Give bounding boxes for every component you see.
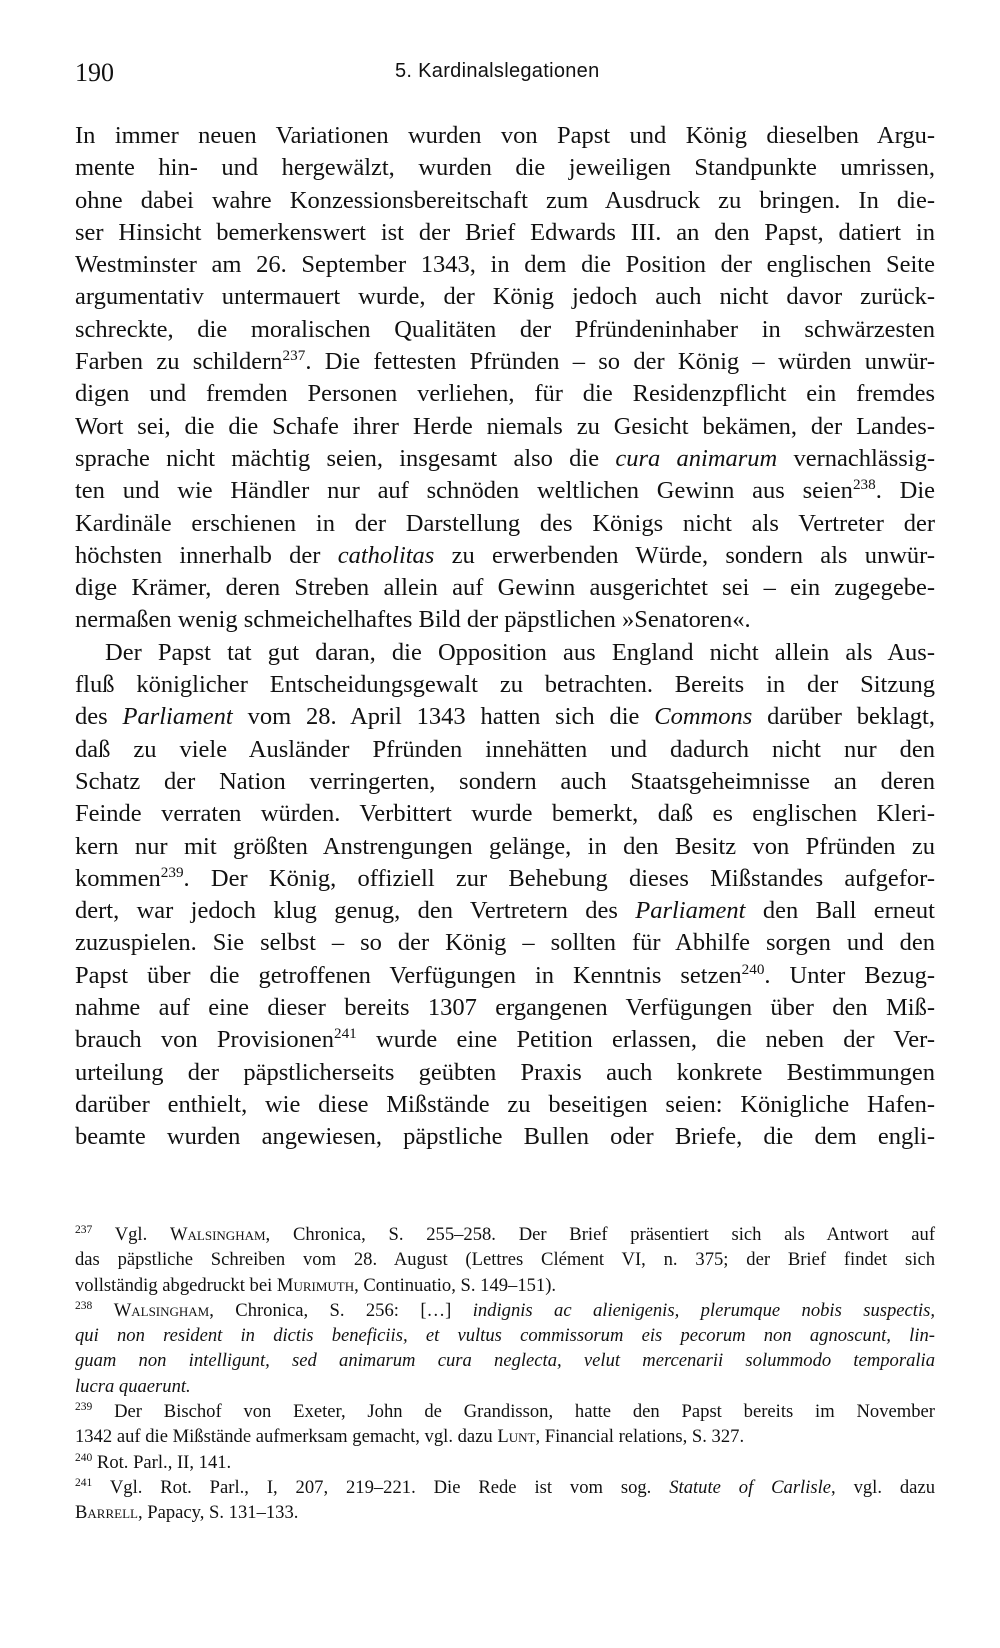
footnote-237: $^{237}$ Vgl. Walsingham, Chronica, S. 255–258. Der Brief präsentiert sich als Antwort auf das päpstliche Schreiben vom 28. August (Lettres Clément VI, n. 375; der Brief findet sich vollständig abgedruckt bei Murimuth, Continuatio, S. 149–151).	[75, 1224, 936, 1296]
main-text	[75, 120, 935, 1154]
footnote-ref-238: 238	[852, 476, 876, 494]
footnote-ref-237: 237	[282, 346, 306, 364]
footnote-239: $^{239}$ Der Bischof von Exeter, John de Grandisson, hatte den Papst bereits im November 1342 auf die Mißstände aufmerksam gemacht, vgl. dazu Lunt, Financial relations, S. 327.	[75, 1401, 935, 1448]
footnotes	[75, 1222, 935, 1526]
page-number: 190	[75, 58, 114, 87]
paragraph-1: In immer neuen Variationen wurden von Papst und König dieselben Argu- mente hin- und hergewälzt, wurden die jeweiligen Standpunkte umrissen, ohne dabei wahre Konzessionsbereitschaft zum Ausdruck zu bringen. In die- ser Hinsicht bemerkenswert ist der Brief Edwards III. an den Papst, datiert in Westminster am 26. September 1343, in dem die Position der englischen Seite argumentativ untermauert wurde, der König jedoch auch nicht davor zurück- schreckte, die moralischen Qualitäten der Pfründeninhaber in schwärzesten Farben zu schildern$^{237}$. Die fettesten Pfründen – so der König – würden unwür- digen und fremden Personen verliehen, für die Residenzpflicht ein fremdes Wort sei, die die Schafe ihrer Herde niemals zu Gesicht bekämen, der Landes- sprache nicht mächtig seien, insgesamt also die cura animarum vernachlässig- ten und wie Händler nur auf schnöden weltlichen Gewinn aus seien$^{238}$. Die Kardinäle erschienen in der Darstellung des Königs nicht als Vertreter der höchsten innerhalb der catholitas zu erwerbenden Würde, sondern als unwür- dige Krämer, deren Streben allein auf Gewinn ausgerichtet sei – ein zugegebe- nermaßen wenig schmeichelhaftes Bild der päpstlichen »Senatoren«.	[75, 122, 936, 634]
footnote-241: $^{241}$ Vgl. Rot. Parl., I, 207, 219–221. Die Rede ist vom sog. Statute of Carlisle, vgl. dazu Barrell, Papacy, S. 131–133.	[75, 1476, 935, 1524]
footnote-ref-239: 239	[160, 863, 184, 881]
page-header	[75, 58, 935, 90]
footnote-ref-241: 241	[333, 1025, 357, 1043]
running-head: 5. Kardinalslegationen	[395, 60, 600, 82]
footnote-ref-240: 240	[741, 960, 765, 978]
footnote-238: $^{238}$ Walsingham, Chronica, S. 256: […] indignis ac alienigenis, plerumque nobis suspectis, qui non resident in dictis beneficiis, et vultus commissorum eis pecorum non agnoscunt, lin- guam non intelligunt, sed animarum cura neglecta, velut mercenarii solummodo temporalia lucra quaerunt.	[75, 1299, 936, 1397]
footnote-240: $^{240}$ Rot. Parl., II, 141.	[75, 1451, 232, 1473]
paragraph-2: Der Papst tat gut daran, die Opposition aus England nicht allein als Aus- fluß königlicher Entscheidungsgewalt zu betrachten. Bereits in der Sitzung des Parliament vom 28. April 1343 hatten sich die Commons darüber beklagt, daß zu viele Ausländer Pfründen innehätten und dadurch nicht nur den Schatz der Nation verringerten, sondern auch Staatsgeheimnisse an deren Feinde verraten würden. Verbittert wurde bemerkt, daß es englischen Kleri- kern nur mit größten Anstrengungen gelänge, in den Besitz von Pfründen zu kommen$^{239}$. Der König, offiziell zur Behebung dieses Mißstandes aufgefor- dert, war jedoch klug genug, den Vertretern des Parliament den Ball erneut zuzuspielen. Sie selbst – so der König – sollten für Abhilfe sorgen und den Papst über die getroffenen Verfügungen in Kenntnis setzen$^{240}$. Unter Bezug- nahme auf eine dieser bereits 1307 ergangenen Verfügungen über den Miß- brauch von Provisionen$^{241}$ wurde eine Petition erlassen, die neben der Ver- urteilung der päpstlicherseits geübten Praxis auch konkrete Bestimmungen darüber enthielt, wie diese Mißstände zu beseitigen seien: Königliche Hafen- beamte wurden angewiesen, päpstliche Bullen oder Briefe, die dem engli-	[75, 638, 935, 1151]
